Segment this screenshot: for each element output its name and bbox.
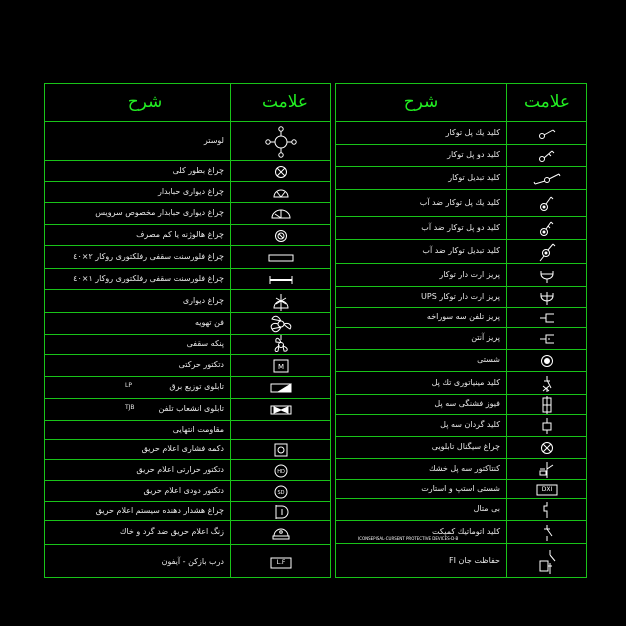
legend-row	[45, 334, 330, 354]
symbol-tag: L.F	[276, 559, 286, 566]
miniature-breaker-icon	[506, 372, 588, 395]
legend-description: چراغ بطور كلی	[172, 165, 224, 175]
legend-row	[336, 263, 586, 286]
legend-tag: LP	[125, 382, 132, 389]
legend-row	[45, 312, 330, 334]
telephone-socket-icon	[506, 308, 588, 328]
compact-breaker-icon	[506, 521, 588, 544]
legend-row	[45, 354, 330, 376]
rotary-switch-icon	[506, 415, 588, 437]
legend-description: دكمه فشاری اعلام حريق	[141, 444, 224, 453]
legend-description: پريز ارت دار توكار UPS	[421, 291, 500, 301]
wall-lamp-icon	[230, 182, 332, 203]
legend-description: چراغ فلورسنت سقفی رفلكتوری روكار ١×٤٠	[73, 273, 224, 283]
legend-row	[45, 439, 330, 459]
single-switch-icon	[506, 122, 588, 145]
heat-detector-icon	[230, 460, 332, 481]
legend-row	[45, 160, 330, 181]
legend-description: فيوز فشنگی سه پل	[434, 399, 500, 408]
right-header-symbol: علامت	[523, 92, 571, 112]
ceiling-fan-icon	[230, 335, 332, 355]
bimetal-icon	[506, 499, 588, 521]
service-wall-lamp-icon	[230, 203, 332, 225]
svg-text:SD: SD	[277, 489, 285, 496]
right-legend-table	[335, 83, 587, 578]
legend-description: چراغ فلورسنت سقفی رفلكتوری روكار ٢×٤٠	[73, 251, 224, 261]
changeover-switch-icon	[506, 167, 588, 190]
chandelier-icon	[230, 122, 332, 161]
legend-description: چراغ ديواری حبابدار مخصوص سرويس	[95, 208, 224, 217]
legend-row	[45, 202, 330, 224]
legend-row	[336, 239, 586, 263]
legend-row	[336, 349, 586, 371]
fi-protection-icon	[506, 544, 588, 579]
waterproof-single-switch-icon	[506, 190, 588, 217]
legend-row	[45, 501, 330, 520]
smoke-detector-icon	[230, 481, 332, 502]
wall-light-icon	[230, 290, 332, 313]
legend-description: چراغ سيگنال تابلويی	[431, 442, 500, 451]
legend-row	[336, 436, 586, 458]
legend-description: چراغ ديواری	[182, 295, 224, 305]
legend-description: تابلوی انشعاب تلفن	[158, 404, 224, 413]
legend-row	[45, 121, 330, 160]
legend-description: بی متال	[473, 504, 500, 513]
legend-row	[336, 216, 586, 239]
fire-bell-icon	[230, 521, 332, 545]
left-header-description: شرح	[127, 92, 163, 112]
legend-row	[336, 121, 586, 144]
fire-warning-lamp-icon	[230, 502, 332, 521]
legend-description: دتكتور حركتی	[178, 360, 224, 369]
legend-description: لوستر	[203, 135, 224, 145]
legend-description: مقاومت انتهايی	[172, 424, 224, 434]
halogen-lamp-icon	[230, 225, 332, 246]
legend-description: كليد تبديل توكار	[448, 172, 500, 182]
legend-description: چراغ ديواری حبابدار	[157, 186, 224, 196]
waterproof-changeover-switch-icon	[506, 240, 588, 264]
legend-description: چراغ هالوژنه يا كم مصرف	[136, 229, 224, 239]
legend-description: پريز ارت دار توكار	[439, 269, 500, 279]
double-switch-icon	[506, 145, 588, 167]
legend-row	[336, 479, 586, 498]
svg-text:M: M	[277, 363, 285, 371]
panel-signal-lamp-icon	[506, 437, 588, 459]
legend-description: زنگ اعلام حريق ضد گرد و خاك	[119, 527, 224, 536]
legend-description: كليد دو پل توكار	[447, 150, 500, 159]
legend-description: پريز آنتن	[471, 333, 500, 342]
legend-row	[45, 520, 330, 544]
legend-description: كليد يك پل توكار	[445, 127, 500, 137]
legend-row	[45, 480, 330, 501]
legend-row	[336, 166, 586, 189]
legend-description: شستی	[477, 355, 500, 364]
legend-description: دتكتور حرارتی اعلام حريق	[136, 464, 224, 474]
legend-description: درب بازكن - آيفون	[161, 556, 224, 566]
cartridge-fuse-icon	[506, 395, 588, 415]
right-header-description: شرح	[403, 92, 439, 112]
legend-row	[336, 498, 586, 520]
legend-row	[45, 268, 330, 289]
left-header-symbol: علامت	[261, 92, 309, 112]
legend-description: چراغ هشدار دهنده سيستم اعلام حريق	[95, 505, 224, 515]
legend-row	[45, 245, 330, 268]
legend-row	[45, 420, 330, 439]
door-opener-icon	[230, 545, 332, 580]
antenna-socket-icon	[506, 328, 588, 350]
left-legend-table	[44, 83, 331, 578]
legend-row	[336, 327, 586, 349]
push-button-icon	[506, 350, 588, 372]
legend-description: دتكتور دودی اعلام حريق	[143, 485, 224, 495]
legend-description: حفاظت جان FI	[449, 555, 500, 565]
contactor-icon	[506, 459, 588, 480]
svg-text:HD: HD	[277, 468, 285, 475]
legend-tag: TJB	[125, 404, 135, 411]
start-stop-button-icon	[506, 480, 588, 499]
legend-row	[45, 181, 330, 202]
legend-row	[336, 414, 586, 436]
legend-description: كليد يك پل توكار ضد آب	[419, 197, 500, 207]
legend-description: تابلوی توزيع برق	[169, 382, 224, 391]
motion-detector-icon	[230, 355, 332, 377]
fluorescent-2x40-icon	[230, 246, 332, 269]
legend-row	[45, 398, 330, 420]
legend-description: پريز تلفن سه سوراخه	[426, 312, 500, 321]
legend-row	[45, 376, 330, 398]
earthed-socket-icon	[506, 264, 588, 287]
legend-row	[336, 286, 586, 307]
fire-pushbutton-icon	[230, 440, 332, 460]
legend-row	[336, 371, 586, 394]
legend-row	[336, 458, 586, 479]
legend-row	[336, 307, 586, 327]
waterproof-double-switch-icon	[506, 217, 588, 240]
legend-row	[336, 189, 586, 216]
legend-row	[336, 144, 586, 166]
legend-description: كنتاكتور سه پل خشك	[428, 463, 500, 473]
legend-row	[45, 459, 330, 480]
legend-description: كليد گردان سه پل	[440, 420, 500, 429]
legend-description: فن تهويه	[194, 318, 224, 327]
legend-row	[336, 520, 586, 543]
legend-description: شستی استپ و استارت	[421, 483, 500, 493]
end-resistor-icon	[230, 421, 332, 440]
fluorescent-1x40-icon	[230, 269, 332, 290]
legend-row	[336, 543, 586, 578]
legend-row	[45, 289, 330, 312]
legend-description: كليد تبديل توكار ضد آب	[422, 246, 500, 255]
lamp-general-icon	[230, 161, 332, 182]
distribution-panel-icon	[230, 377, 332, 399]
legend-description: پنكه سقفی	[186, 339, 224, 348]
legend-row	[45, 224, 330, 245]
symbol-tag: DXI	[541, 486, 553, 493]
legend-description: كليد اتوماتيك كمپكت	[432, 526, 500, 536]
legend-row	[45, 544, 330, 579]
telephone-panel-icon	[230, 399, 332, 421]
legend-row	[336, 394, 586, 414]
ups-socket-icon	[506, 287, 588, 308]
ventilation-fan-icon	[230, 313, 332, 335]
legend-description: كليد دو پل توكار ضد آب	[421, 222, 500, 232]
legend-subtext: ICONSEPISAL-CURSENT PROTECTIVE DEVICES-D-B	[358, 536, 459, 541]
legend-description: كليد مينياتوری تك پل	[431, 377, 500, 387]
